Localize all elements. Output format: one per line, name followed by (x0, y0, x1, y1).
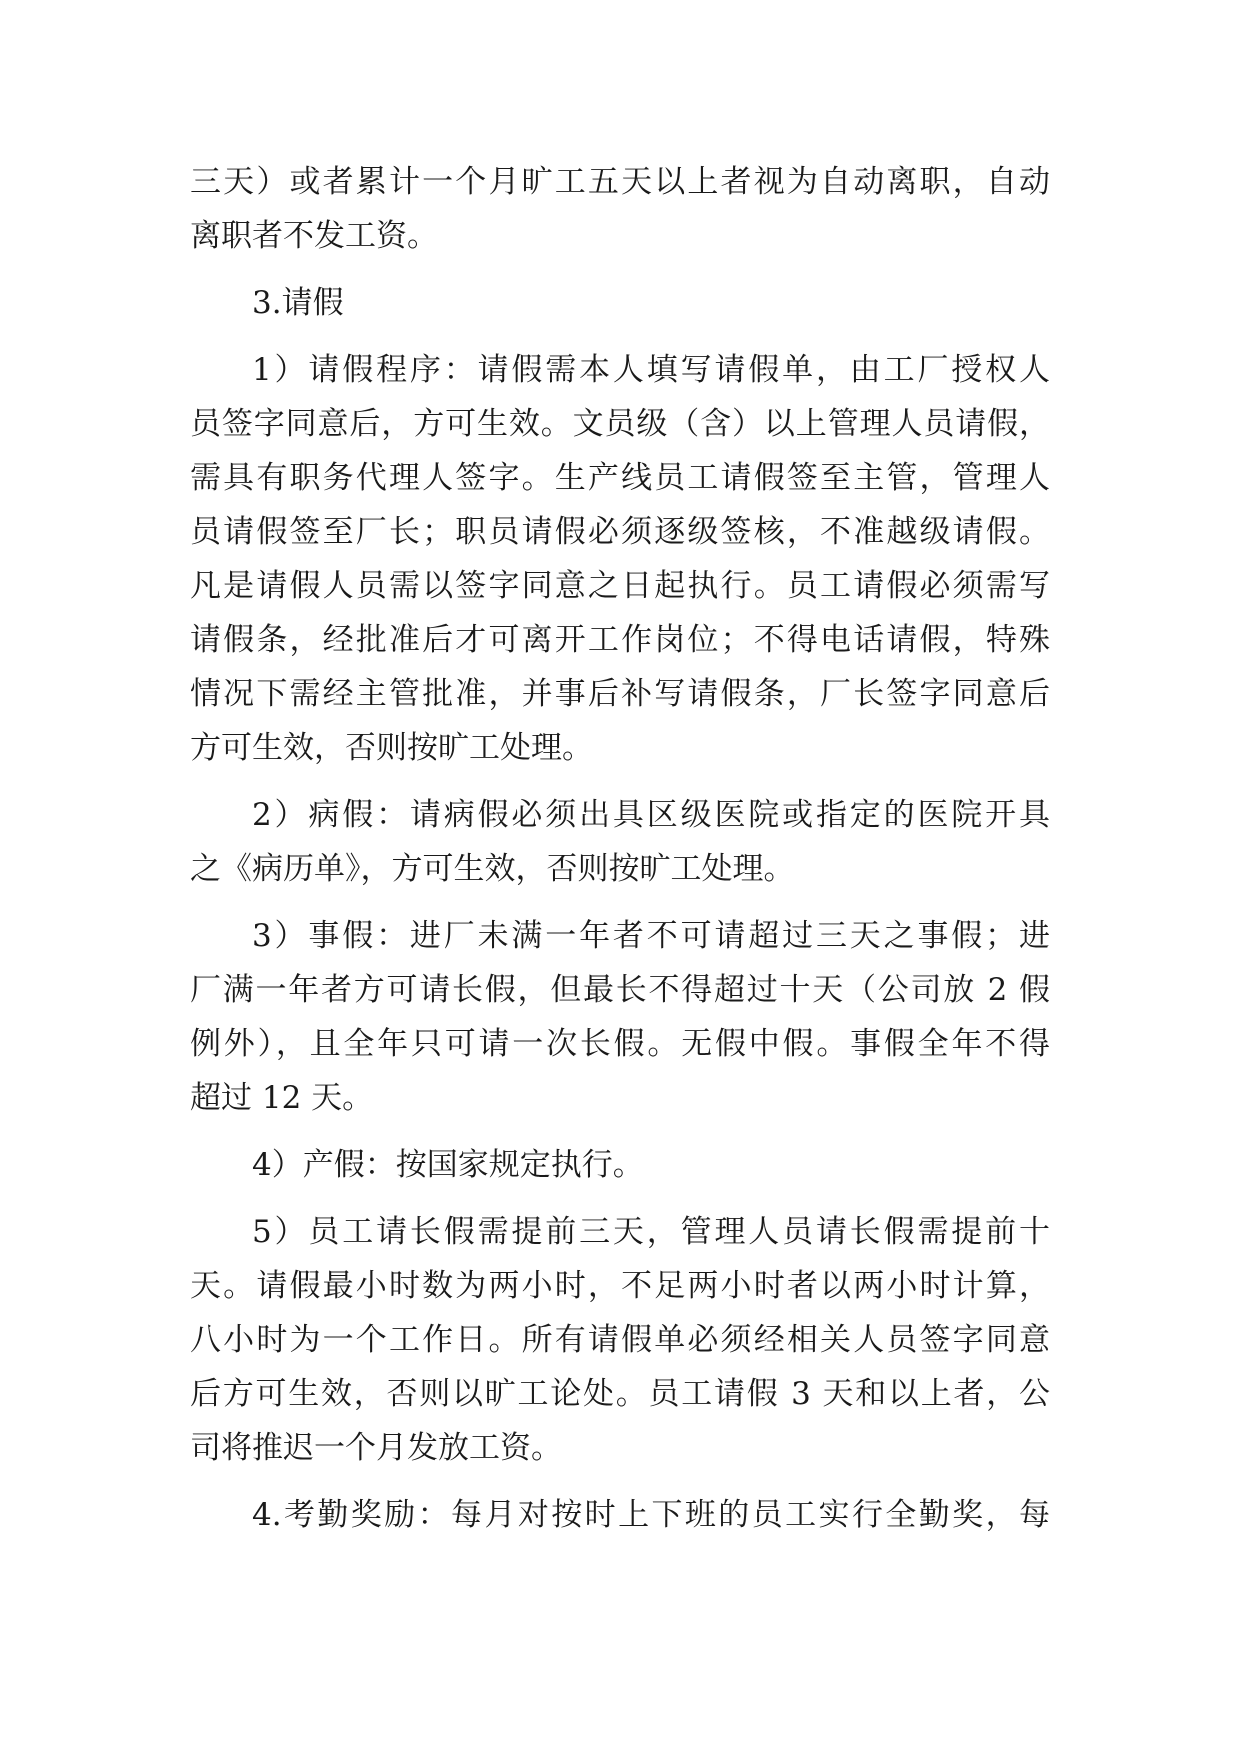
text-line: 需具有职务代理人签字。生产线员工请假签至主管，管理人 (190, 460, 1050, 496)
text-line: 司将推迟一个月发放工资。 (190, 1430, 562, 1466)
text-line: 请假条，经批准后才可离开工作岗位；不得电话请假，特殊 (190, 622, 1050, 658)
text-line: 之《病历单》，方可生效，否则按旷工处理。 (190, 851, 795, 887)
text-line: 2）病假：请病假必须出具区级医院或指定的医院开具 (252, 797, 1050, 833)
text-line: 4）产假：按国家规定执行。 (252, 1147, 644, 1183)
text-line: 4.考勤奖励：每月对按时上下班的员工实行全勤奖，每 (252, 1497, 1050, 1533)
text-line: 例外），且全年只可请一次长假。无假中假。事假全年不得 (190, 1026, 1050, 1062)
text-line: 1）请假程序：请假需本人填写请假单，由工厂授权人 (252, 352, 1050, 388)
paragraph-sick-leave (190, 788, 1050, 896)
text-line: 三天）或者累计一个月旷工五天以上者视为自动离职，自动 (190, 164, 1050, 200)
paragraph-maternity-leave (190, 1138, 1050, 1192)
text-line: 八小时为一个工作日。所有请假单必须经相关人员签字同意 (190, 1322, 1050, 1358)
paragraph-absenteeism-continuation (190, 155, 1050, 263)
text-line: 后方可生效，否则以旷工论处。员工请假 3 天和以上者，公 (190, 1376, 1050, 1412)
section-heading-leave (190, 276, 1050, 330)
text-line: 厂满一年者方可请长假，但最长不得超过十天（公司放 2 假 (190, 972, 1050, 1008)
paragraph-leave-procedure (190, 343, 1050, 775)
text-line: 员请假签至厂长；职员请假必须逐级签核，不准越级请假。 (190, 514, 1050, 550)
text-line: 凡是请假人员需以签字同意之日起执行。员工请假必须需写 (190, 568, 1050, 604)
text-line: 员签字同意后，方可生效。文员级（含）以上管理人员请假， (190, 406, 1050, 442)
text-line: 天。请假最小时数为两小时，不足两小时者以两小时计算， (190, 1268, 1050, 1304)
text-line: 方可生效，否则按旷工处理。 (190, 730, 593, 766)
text-line: 5）员工请长假需提前三天，管理人员请长假需提前十 (252, 1214, 1050, 1250)
document-body (190, 155, 1050, 1542)
text-line: 离职者不发工资。 (190, 218, 438, 254)
text-line: 情况下需经主管批准，并事后补写请假条，厂长签字同意后 (190, 676, 1050, 712)
paragraph-personal-leave (190, 909, 1050, 1125)
paragraph-attendance-reward (190, 1488, 1050, 1542)
text-line: 3.请假 (252, 285, 344, 321)
text-line: 超过 12 天。 (190, 1080, 374, 1116)
text-line: 3）事假：进厂未满一年者不可请超过三天之事假；进 (252, 918, 1050, 954)
paragraph-long-leave (190, 1205, 1050, 1475)
